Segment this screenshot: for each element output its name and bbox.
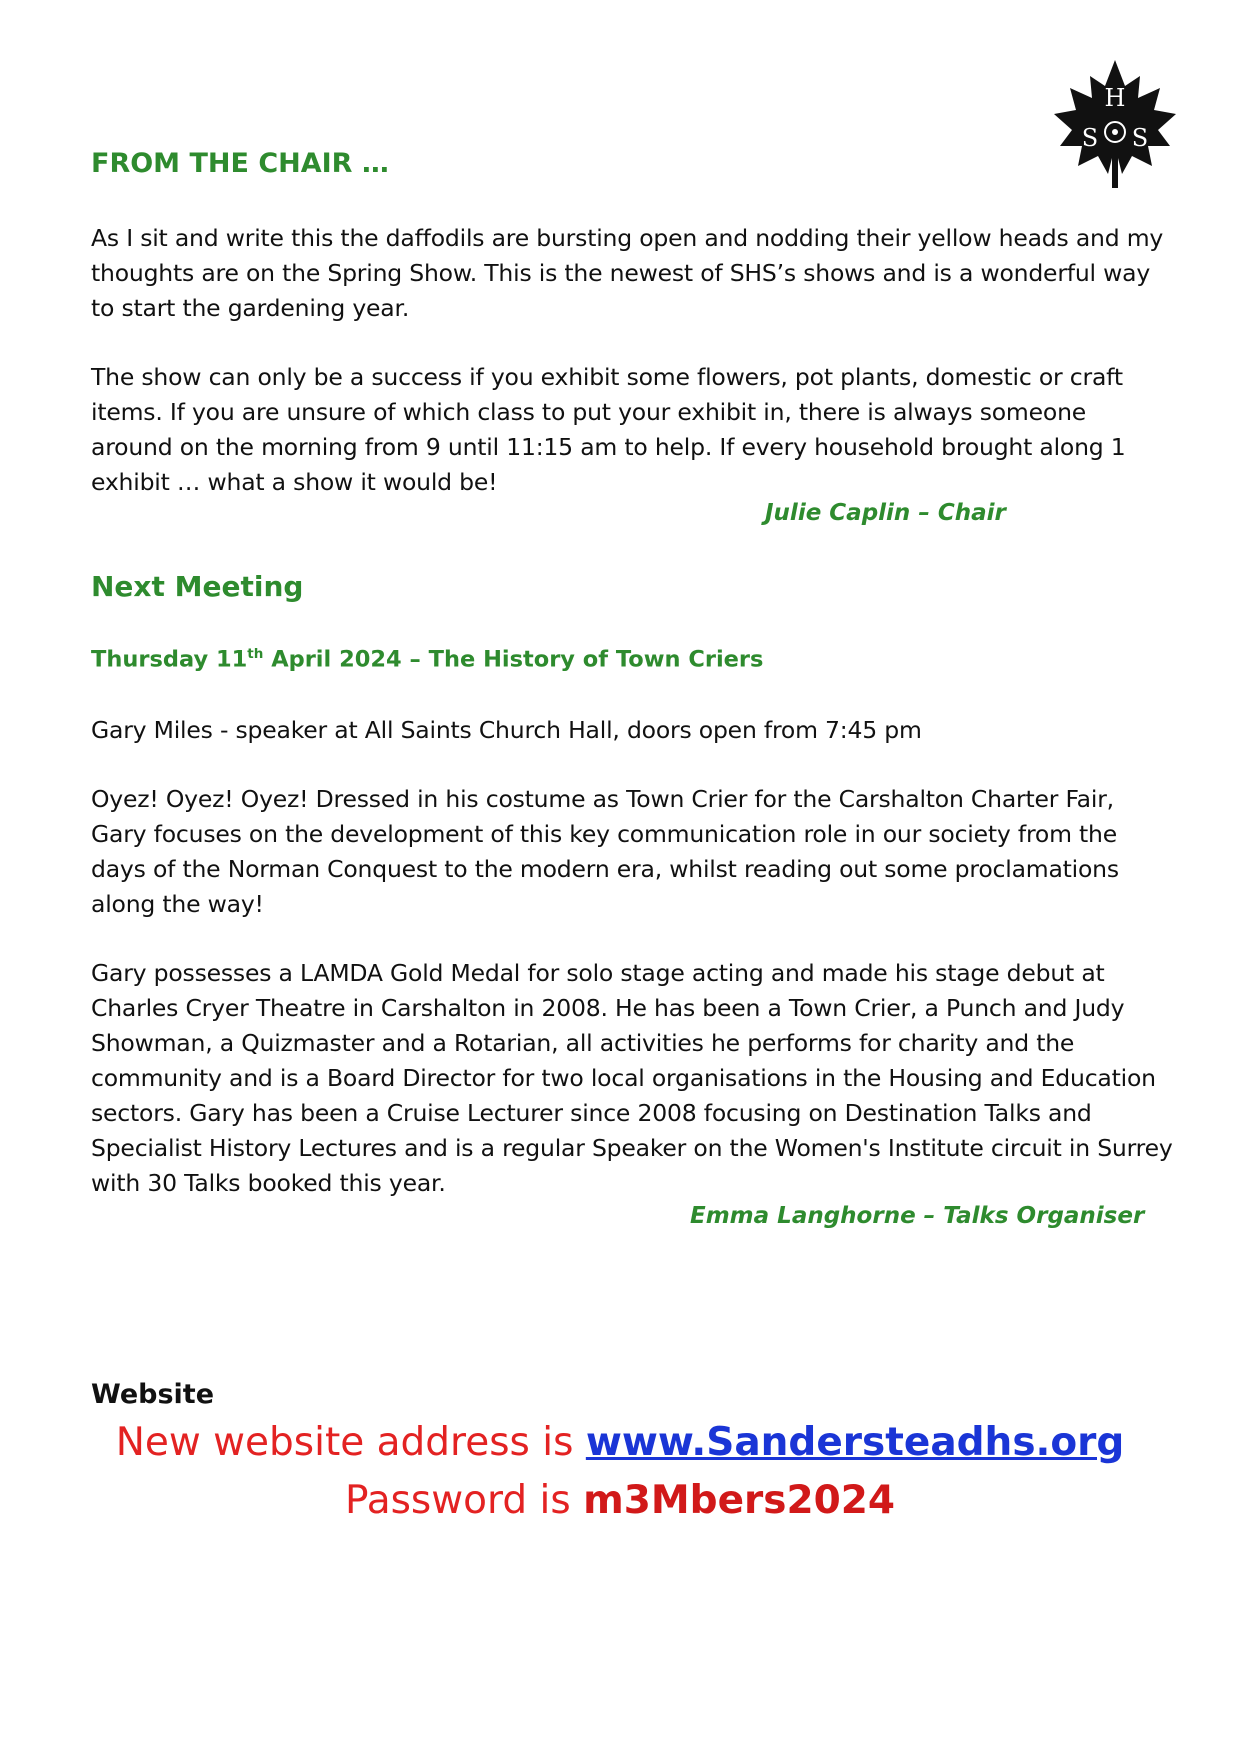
website-address-text: New website address is (115, 1420, 586, 1465)
website-link[interactable]: www.Sandersteadhs.org (585, 1420, 1125, 1465)
meeting-speaker: Gary Miles - speaker at All Saints Church Hall, doors open from 7:45 pm (91, 716, 922, 744)
svg-text:H: H (1104, 84, 1126, 112)
password-value: m3Mbers2024 (583, 1478, 896, 1523)
svg-text:S: S (1131, 124, 1149, 152)
svg-text:S: S (1081, 124, 1099, 152)
meeting-date-post: April 2024 – The History of Town Criers (263, 646, 764, 673)
meeting-paragraph-2: Gary possesses a LAMDA Gold Medal for solo stage acting and made his stage debut at Charles Cryer Theatre in Carshalton in 2008. He has been a Town Crier, a Punch and Judy Showman, a Quizmaster and a Rotarian, all activities he performs for charity and the community and is a Board Director for two local organisations in the Housing and Education sectors. Gary has been a Cruise Lecturer since 2008 focusing on Destination Talks and Specialist History Lectures and is a regular Speaker on the Women's Institute circuit in Surrey with 30 Talks booked this year. (91, 959, 1173, 1197)
chair-signature: Julie Caplin – Chair (765, 500, 1006, 526)
shs-maple-leaf-logo (1050, 58, 1180, 190)
meeting-date-title (91, 646, 763, 673)
password-text: Password is (344, 1478, 584, 1523)
meeting-signature: Emma Langhorne – Talks Organiser (690, 1203, 1145, 1229)
chair-heading: FROM THE CHAIR … (91, 148, 389, 179)
chair-paragraph-1: As I sit and write this the daffodils are bursting open and nodding their yellow heads and my thoughts are on the Spring Show. This is the newest of SHS’s shows and is a wonderful way to start the gardening year. (91, 224, 1164, 322)
password-line (0, 1478, 1240, 1523)
chair-paragraph-2: The show can only be a success if you exhibit some flowers, pot plants, domestic or craft items. If you are unsure of which class to put your exhibit in, there is always someone around on the morning from 9 until 11:15 am to help. If every household brought along 1 exhibit … what a show it would be! (91, 363, 1126, 496)
meeting-date-pre: Thursday 11 (91, 646, 248, 673)
website-label: Website (91, 1379, 215, 1410)
meeting-date-suffix: th (247, 646, 264, 662)
website-address-line (0, 1420, 1240, 1465)
meeting-paragraph-1: Oyez! Oyez! Oyez! Dressed in his costume as Town Crier for the Carshalton Charter Fair, Gary focuses on the development of this key communication role in our society from the days of the Norman Conquest to the modern era, whilst reading out some proclamations along the way! (91, 785, 1119, 918)
next-meeting-heading: Next Meeting (91, 570, 304, 603)
